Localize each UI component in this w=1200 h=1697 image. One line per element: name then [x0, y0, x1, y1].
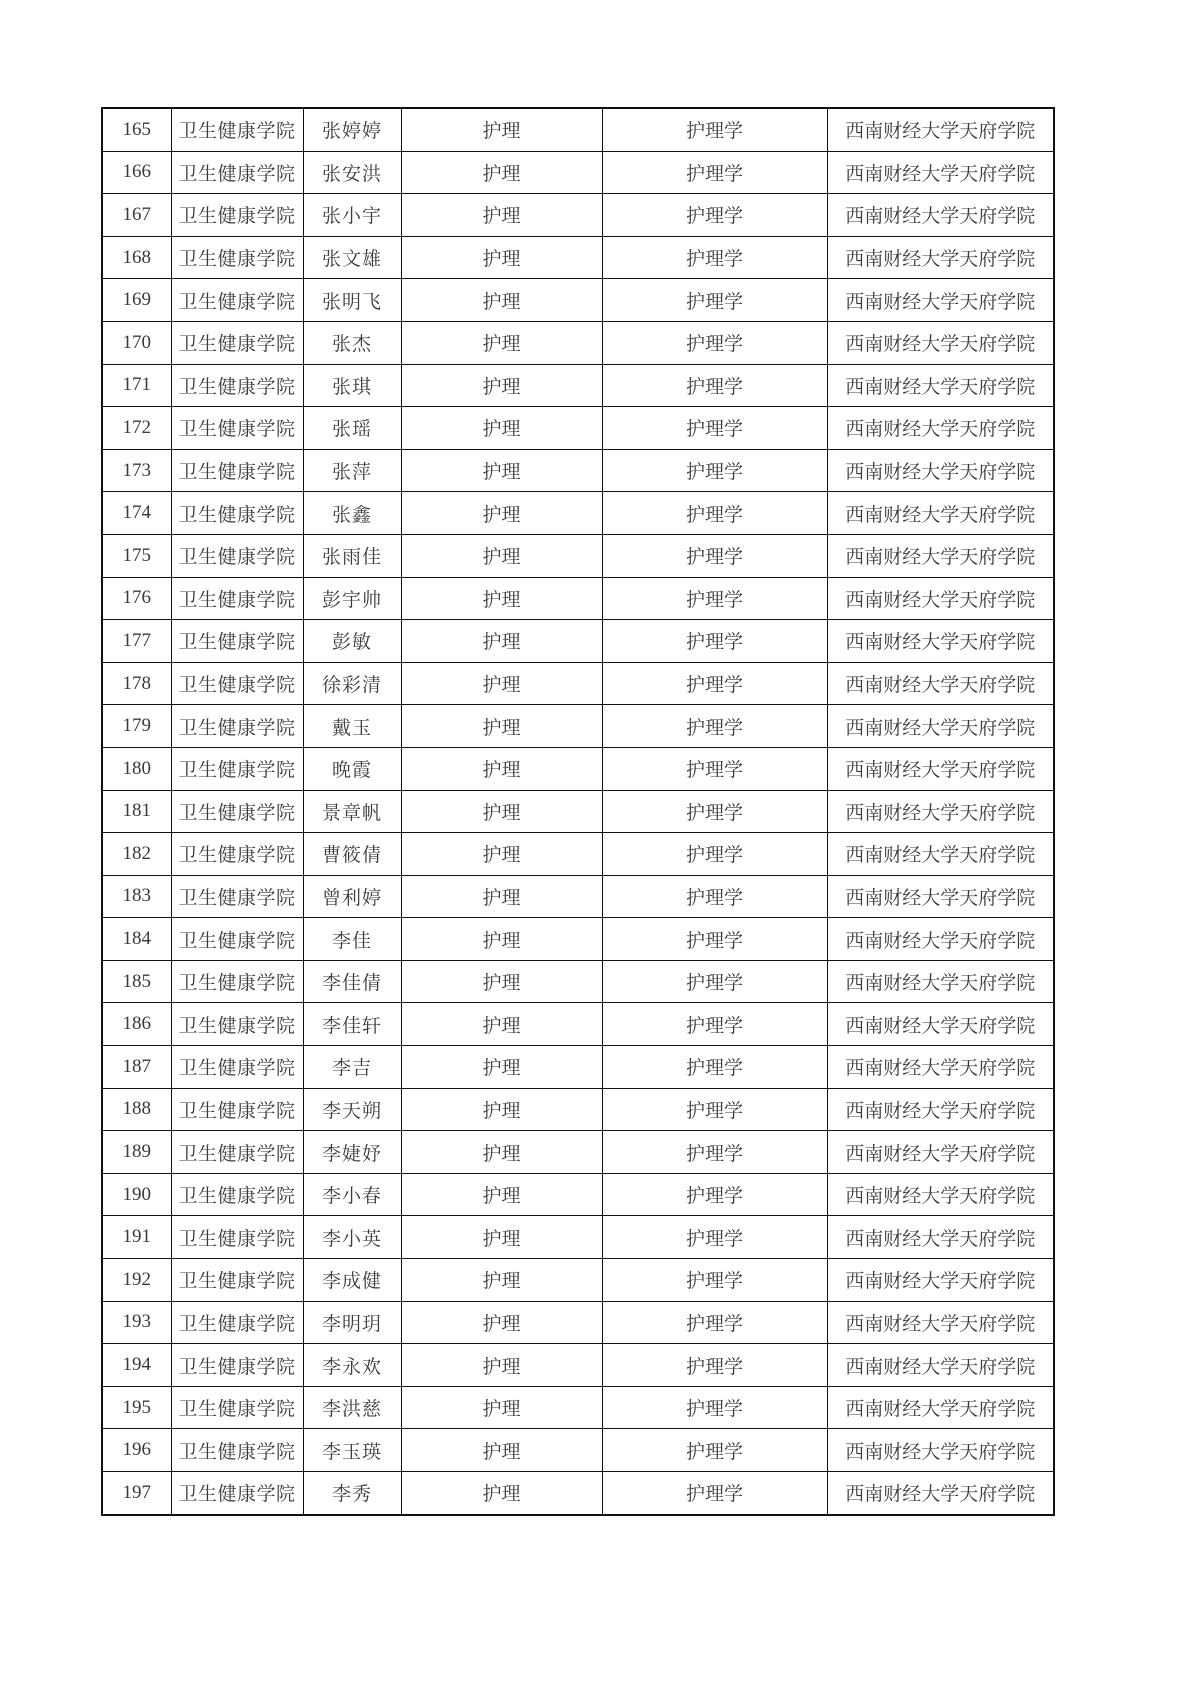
student-name-cell: 李小春 [303, 1173, 401, 1216]
university-cell: 西南财经大学天府学院 [827, 875, 1054, 918]
student-name-cell: 李婕妤 [303, 1131, 401, 1174]
student-name-cell: 徐彩清 [303, 662, 401, 705]
major-cell: 护理 [401, 1046, 602, 1089]
student-name-cell: 戴玉 [303, 705, 401, 748]
major-cell: 护理 [401, 747, 602, 790]
university-cell: 西南财经大学天府学院 [827, 1472, 1054, 1515]
row-number-cell: 180 [102, 747, 171, 790]
major-category-cell: 护理学 [602, 407, 827, 450]
school-cell: 卫生健康学院 [171, 1003, 303, 1046]
row-number-cell: 191 [102, 1216, 171, 1259]
major-cell: 护理 [401, 918, 602, 961]
major-category-cell: 护理学 [602, 321, 827, 364]
university-cell: 西南财经大学天府学院 [827, 705, 1054, 748]
school-cell: 卫生健康学院 [171, 1386, 303, 1429]
school-cell: 卫生健康学院 [171, 1429, 303, 1472]
university-cell: 西南财经大学天府学院 [827, 151, 1054, 194]
university-cell: 西南财经大学天府学院 [827, 1301, 1054, 1344]
row-number-cell: 193 [102, 1301, 171, 1344]
student-name-cell: 李玉瑛 [303, 1429, 401, 1472]
student-name-cell: 张鑫 [303, 492, 401, 535]
major-cell: 护理 [401, 1301, 602, 1344]
school-cell: 卫生健康学院 [171, 918, 303, 961]
student-name-cell: 李成健 [303, 1259, 401, 1302]
row-number-cell: 188 [102, 1088, 171, 1131]
row-number-cell: 196 [102, 1429, 171, 1472]
university-cell: 西南财经大学天府学院 [827, 620, 1054, 663]
table-row [102, 194, 1054, 237]
major-category-cell: 护理学 [602, 1003, 827, 1046]
major-cell: 护理 [401, 662, 602, 705]
major-category-cell: 护理学 [602, 108, 827, 151]
table-row [102, 1301, 1054, 1344]
major-cell: 护理 [401, 1173, 602, 1216]
table-row [102, 364, 1054, 407]
university-cell: 西南财经大学天府学院 [827, 1088, 1054, 1131]
school-cell: 卫生健康学院 [171, 662, 303, 705]
row-number-cell: 169 [102, 279, 171, 322]
school-cell: 卫生健康学院 [171, 1088, 303, 1131]
major-category-cell: 护理学 [602, 279, 827, 322]
table-row [102, 1472, 1054, 1515]
row-number-cell: 165 [102, 108, 171, 151]
major-category-cell: 护理学 [602, 1472, 827, 1515]
major-cell: 护理 [401, 1216, 602, 1259]
student-name-cell: 李佳倩 [303, 960, 401, 1003]
major-category-cell: 护理学 [602, 662, 827, 705]
major-cell: 护理 [401, 236, 602, 279]
major-category-cell: 护理学 [602, 1301, 827, 1344]
table-row [102, 449, 1054, 492]
table-row [102, 108, 1054, 151]
table-row [102, 1216, 1054, 1259]
school-cell: 卫生健康学院 [171, 705, 303, 748]
school-cell: 卫生健康学院 [171, 151, 303, 194]
school-cell: 卫生健康学院 [171, 364, 303, 407]
student-name-cell: 李秀 [303, 1472, 401, 1515]
student-name-cell: 张小宇 [303, 194, 401, 237]
major-cell: 护理 [401, 407, 602, 450]
row-number-cell: 184 [102, 918, 171, 961]
student-name-cell: 李小英 [303, 1216, 401, 1259]
major-cell: 护理 [401, 1386, 602, 1429]
table-row [102, 492, 1054, 535]
major-cell: 护理 [401, 151, 602, 194]
student-name-cell: 张文雄 [303, 236, 401, 279]
major-cell: 护理 [401, 1131, 602, 1174]
row-number-cell: 192 [102, 1259, 171, 1302]
table-row [102, 833, 1054, 876]
student-name-cell: 张瑶 [303, 407, 401, 450]
student-name-cell: 李永欢 [303, 1344, 401, 1387]
university-cell: 西南财经大学天府学院 [827, 1131, 1054, 1174]
university-cell: 西南财经大学天府学院 [827, 790, 1054, 833]
roster-body [102, 108, 1054, 1515]
school-cell: 卫生健康学院 [171, 236, 303, 279]
major-category-cell: 护理学 [602, 705, 827, 748]
school-cell: 卫生健康学院 [171, 1173, 303, 1216]
university-cell: 西南财经大学天府学院 [827, 534, 1054, 577]
university-cell: 西南财经大学天府学院 [827, 449, 1054, 492]
major-cell: 护理 [401, 534, 602, 577]
university-cell: 西南财经大学天府学院 [827, 108, 1054, 151]
school-cell: 卫生健康学院 [171, 577, 303, 620]
row-number-cell: 183 [102, 875, 171, 918]
major-category-cell: 护理学 [602, 620, 827, 663]
student-name-cell: 李吉 [303, 1046, 401, 1089]
major-category-cell: 护理学 [602, 534, 827, 577]
table-row [102, 1344, 1054, 1387]
university-cell: 西南财经大学天府学院 [827, 833, 1054, 876]
row-number-cell: 197 [102, 1472, 171, 1515]
university-cell: 西南财经大学天府学院 [827, 492, 1054, 535]
row-number-cell: 190 [102, 1173, 171, 1216]
major-category-cell: 护理学 [602, 236, 827, 279]
student-name-cell: 张琪 [303, 364, 401, 407]
major-cell: 护理 [401, 321, 602, 364]
major-cell: 护理 [401, 1472, 602, 1515]
table-row [102, 1003, 1054, 1046]
school-cell: 卫生健康学院 [171, 960, 303, 1003]
university-cell: 西南财经大学天府学院 [827, 236, 1054, 279]
major-category-cell: 护理学 [602, 449, 827, 492]
row-number-cell: 181 [102, 790, 171, 833]
table-row [102, 1046, 1054, 1089]
university-cell: 西南财经大学天府学院 [827, 1344, 1054, 1387]
major-category-cell: 护理学 [602, 577, 827, 620]
student-name-cell: 张安洪 [303, 151, 401, 194]
student-name-cell: 李天朔 [303, 1088, 401, 1131]
major-category-cell: 护理学 [602, 1131, 827, 1174]
major-category-cell: 护理学 [602, 875, 827, 918]
university-cell: 西南财经大学天府学院 [827, 1216, 1054, 1259]
major-cell: 护理 [401, 620, 602, 663]
table-row [102, 321, 1054, 364]
university-cell: 西南财经大学天府学院 [827, 662, 1054, 705]
school-cell: 卫生健康学院 [171, 534, 303, 577]
table-row [102, 236, 1054, 279]
row-number-cell: 178 [102, 662, 171, 705]
major-category-cell: 护理学 [602, 918, 827, 961]
major-cell: 护理 [401, 492, 602, 535]
school-cell: 卫生健康学院 [171, 1301, 303, 1344]
school-cell: 卫生健康学院 [171, 279, 303, 322]
table-row [102, 1429, 1054, 1472]
school-cell: 卫生健康学院 [171, 449, 303, 492]
student-name-cell: 张明飞 [303, 279, 401, 322]
school-cell: 卫生健康学院 [171, 1472, 303, 1515]
row-number-cell: 170 [102, 321, 171, 364]
university-cell: 西南财经大学天府学院 [827, 1046, 1054, 1089]
table-row [102, 918, 1054, 961]
student-name-cell: 曾利婷 [303, 875, 401, 918]
major-category-cell: 护理学 [602, 194, 827, 237]
school-cell: 卫生健康学院 [171, 833, 303, 876]
table-row [102, 662, 1054, 705]
student-name-cell: 彭宇帅 [303, 577, 401, 620]
university-cell: 西南财经大学天府学院 [827, 747, 1054, 790]
school-cell: 卫生健康学院 [171, 1131, 303, 1174]
row-number-cell: 185 [102, 960, 171, 1003]
university-cell: 西南财经大学天府学院 [827, 407, 1054, 450]
row-number-cell: 171 [102, 364, 171, 407]
student-name-cell: 曹筱倩 [303, 833, 401, 876]
student-roster-table [101, 107, 1055, 1516]
university-cell: 西南财经大学天府学院 [827, 1386, 1054, 1429]
university-cell: 西南财经大学天府学院 [827, 1429, 1054, 1472]
row-number-cell: 195 [102, 1386, 171, 1429]
student-name-cell: 张婷婷 [303, 108, 401, 151]
major-category-cell: 护理学 [602, 1046, 827, 1089]
school-cell: 卫生健康学院 [171, 321, 303, 364]
student-name-cell: 李佳轩 [303, 1003, 401, 1046]
major-cell: 护理 [401, 279, 602, 322]
university-cell: 西南财经大学天府学院 [827, 1173, 1054, 1216]
row-number-cell: 176 [102, 577, 171, 620]
row-number-cell: 194 [102, 1344, 171, 1387]
student-name-cell: 张杰 [303, 321, 401, 364]
major-cell: 护理 [401, 1088, 602, 1131]
row-number-cell: 174 [102, 492, 171, 535]
school-cell: 卫生健康学院 [171, 790, 303, 833]
table-row [102, 577, 1054, 620]
table-row [102, 1131, 1054, 1174]
major-cell: 护理 [401, 449, 602, 492]
major-category-cell: 护理学 [602, 364, 827, 407]
major-category-cell: 护理学 [602, 1259, 827, 1302]
row-number-cell: 175 [102, 534, 171, 577]
student-name-cell: 李洪慈 [303, 1386, 401, 1429]
table-row [102, 960, 1054, 1003]
university-cell: 西南财经大学天府学院 [827, 321, 1054, 364]
university-cell: 西南财经大学天府学院 [827, 364, 1054, 407]
university-cell: 西南财经大学天府学院 [827, 918, 1054, 961]
school-cell: 卫生健康学院 [171, 1216, 303, 1259]
major-cell: 护理 [401, 364, 602, 407]
table-row [102, 1386, 1054, 1429]
school-cell: 卫生健康学院 [171, 747, 303, 790]
row-number-cell: 168 [102, 236, 171, 279]
table-row [102, 279, 1054, 322]
student-name-cell: 李佳 [303, 918, 401, 961]
major-cell: 护理 [401, 108, 602, 151]
school-cell: 卫生健康学院 [171, 108, 303, 151]
university-cell: 西南财经大学天府学院 [827, 194, 1054, 237]
student-name-cell: 李明玥 [303, 1301, 401, 1344]
table-row [102, 1259, 1054, 1302]
major-cell: 护理 [401, 1344, 602, 1387]
row-number-cell: 187 [102, 1046, 171, 1089]
university-cell: 西南财经大学天府学院 [827, 1259, 1054, 1302]
major-category-cell: 护理学 [602, 833, 827, 876]
table-row [102, 1173, 1054, 1216]
major-category-cell: 护理学 [602, 1173, 827, 1216]
table-row [102, 534, 1054, 577]
school-cell: 卫生健康学院 [171, 1046, 303, 1089]
row-number-cell: 182 [102, 833, 171, 876]
major-category-cell: 护理学 [602, 1386, 827, 1429]
university-cell: 西南财经大学天府学院 [827, 1003, 1054, 1046]
university-cell: 西南财经大学天府学院 [827, 577, 1054, 620]
row-number-cell: 186 [102, 1003, 171, 1046]
major-category-cell: 护理学 [602, 790, 827, 833]
major-category-cell: 护理学 [602, 1344, 827, 1387]
major-cell: 护理 [401, 194, 602, 237]
student-name-cell: 张雨佳 [303, 534, 401, 577]
table-row [102, 151, 1054, 194]
major-cell: 护理 [401, 875, 602, 918]
major-category-cell: 护理学 [602, 747, 827, 790]
row-number-cell: 177 [102, 620, 171, 663]
row-number-cell: 167 [102, 194, 171, 237]
school-cell: 卫生健康学院 [171, 407, 303, 450]
row-number-cell: 179 [102, 705, 171, 748]
student-name-cell: 彭敏 [303, 620, 401, 663]
major-category-cell: 护理学 [602, 1088, 827, 1131]
university-cell: 西南财经大学天府学院 [827, 960, 1054, 1003]
school-cell: 卫生健康学院 [171, 875, 303, 918]
table-row [102, 790, 1054, 833]
major-cell: 护理 [401, 577, 602, 620]
school-cell: 卫生健康学院 [171, 194, 303, 237]
major-cell: 护理 [401, 1259, 602, 1302]
student-name-cell: 晚霞 [303, 747, 401, 790]
table-row [102, 1088, 1054, 1131]
table-row [102, 875, 1054, 918]
major-cell: 护理 [401, 1003, 602, 1046]
major-category-cell: 护理学 [602, 960, 827, 1003]
student-name-cell: 张萍 [303, 449, 401, 492]
major-cell: 护理 [401, 790, 602, 833]
major-cell: 护理 [401, 833, 602, 876]
table-row [102, 705, 1054, 748]
row-number-cell: 189 [102, 1131, 171, 1174]
row-number-cell: 166 [102, 151, 171, 194]
major-category-cell: 护理学 [602, 492, 827, 535]
major-cell: 护理 [401, 1429, 602, 1472]
school-cell: 卫生健康学院 [171, 620, 303, 663]
school-cell: 卫生健康学院 [171, 492, 303, 535]
table-row [102, 747, 1054, 790]
major-category-cell: 护理学 [602, 1429, 827, 1472]
school-cell: 卫生健康学院 [171, 1344, 303, 1387]
university-cell: 西南财经大学天府学院 [827, 279, 1054, 322]
row-number-cell: 172 [102, 407, 171, 450]
table-row [102, 407, 1054, 450]
major-category-cell: 护理学 [602, 1216, 827, 1259]
major-cell: 护理 [401, 705, 602, 748]
row-number-cell: 173 [102, 449, 171, 492]
major-category-cell: 护理学 [602, 151, 827, 194]
school-cell: 卫生健康学院 [171, 1259, 303, 1302]
table-row [102, 620, 1054, 663]
major-cell: 护理 [401, 960, 602, 1003]
student-name-cell: 景章帆 [303, 790, 401, 833]
